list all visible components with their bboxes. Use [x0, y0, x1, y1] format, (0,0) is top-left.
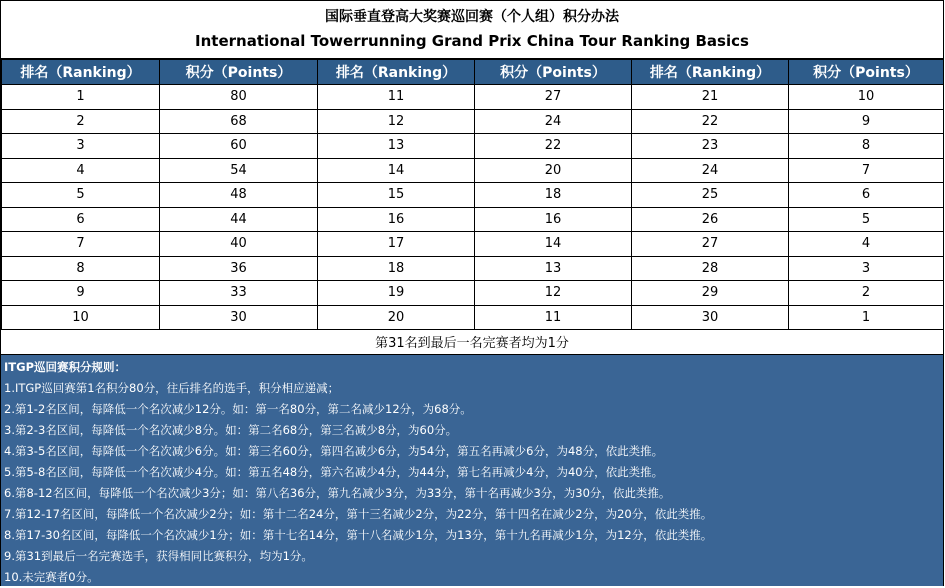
ranking-cell: 15 [318, 183, 475, 208]
ranking-cell: 20 [318, 305, 475, 330]
table-row [2, 183, 944, 208]
points-cell: 54 [160, 158, 318, 183]
points-cell: 14 [475, 232, 632, 257]
rule-item: 10.未完赛者0分。 [4, 570, 99, 584]
ranking-cell: 27 [632, 232, 789, 257]
rules-panel [1, 355, 943, 586]
title-english: International Towerrunning Grand Prix China Tour Ranking Basics [195, 32, 749, 50]
points-cell: 3 [789, 256, 944, 281]
table-row [2, 256, 944, 281]
ranking-cell: 17 [318, 232, 475, 257]
header-ranking-2: 排名（Ranking） [318, 60, 475, 85]
points-cell: 27 [475, 85, 632, 110]
points-cell: 12 [475, 281, 632, 306]
points-cell: 44 [160, 207, 318, 232]
ranking-cell: 23 [632, 134, 789, 159]
points-cell: 80 [160, 85, 318, 110]
table-row [2, 207, 944, 232]
ranking-cell: 22 [632, 109, 789, 134]
points-cell: 18 [475, 183, 632, 208]
points-cell: 22 [475, 134, 632, 159]
points-cell: 2 [789, 281, 944, 306]
table-header-row [2, 60, 944, 85]
rules-title: ITGP巡回赛积分规则： [4, 360, 126, 374]
ranking-cell: 4 [2, 158, 160, 183]
ranking-cell: 24 [632, 158, 789, 183]
points-cell: 5 [789, 207, 944, 232]
ranking-cell: 29 [632, 281, 789, 306]
points-cell: 9 [789, 109, 944, 134]
points-cell: 8 [789, 134, 944, 159]
ranking-cell: 26 [632, 207, 789, 232]
ranking-cell: 28 [632, 256, 789, 281]
rules-list [4, 378, 943, 588]
rule-item: 4.第3-5名区间，每降低一个名次减少6分。如：第三名60分，第四名减少6分，为54分，第五名再减少6分，为48分，依此类推。 [4, 444, 664, 458]
points-cell: 4 [789, 232, 944, 257]
header-ranking-1: 排名（Ranking） [2, 60, 160, 85]
header-points-2: 积分（Points） [475, 60, 632, 85]
title-block [1, 1, 943, 59]
table-row [2, 109, 944, 134]
ranking-cell: 8 [2, 256, 160, 281]
rule-item: 6.第8-12名区间，每降低一个名次减少3分；如：第八名36分，第九名减少3分，为33分，第十名再减少3分，为30分，依此类推。 [4, 486, 671, 500]
ranking-cell: 19 [318, 281, 475, 306]
header-ranking-3: 排名（Ranking） [632, 60, 789, 85]
ranking-cell: 16 [318, 207, 475, 232]
table-row [2, 85, 944, 110]
ranking-cell: 11 [318, 85, 475, 110]
ranking-table [1, 59, 944, 330]
table-row [2, 232, 944, 257]
table-row [2, 134, 944, 159]
table-note: 第31名到最后一名完赛者均为1分 [1, 332, 943, 355]
ranking-cell: 3 [2, 134, 160, 159]
ranking-cell: 1 [2, 85, 160, 110]
points-cell: 30 [160, 305, 318, 330]
ranking-cell: 6 [2, 207, 160, 232]
title-chinese: 国际垂直登高大奖赛巡回赛（个人组）积分办法 [325, 9, 619, 25]
ranking-cell: 18 [318, 256, 475, 281]
rule-item: 2.第1-2名区间，每降低一个名次减少12分。如：第一名80分，第二名减少12分，为68分。 [4, 402, 472, 416]
ranking-cell: 9 [2, 281, 160, 306]
points-cell: 24 [475, 109, 632, 134]
ranking-cell: 13 [318, 134, 475, 159]
points-cell: 40 [160, 232, 318, 257]
table-row [2, 158, 944, 183]
rule-item: 7.第12-17名区间，每降低一个名次减少2分；如：第十二名24分，第十三名减少2分，为22分，第十四名在减少2分，为20分，依此类推。 [4, 507, 713, 521]
ranking-cell: 10 [2, 305, 160, 330]
table-row [2, 305, 944, 330]
points-cell: 48 [160, 183, 318, 208]
ranking-cell: 25 [632, 183, 789, 208]
points-cell: 68 [160, 109, 318, 134]
table-row [2, 281, 944, 306]
ranking-cell: 12 [318, 109, 475, 134]
points-cell: 6 [789, 183, 944, 208]
ranking-cell: 21 [632, 85, 789, 110]
points-cell: 16 [475, 207, 632, 232]
points-cell: 20 [475, 158, 632, 183]
points-cell: 11 [475, 305, 632, 330]
points-cell: 1 [789, 305, 944, 330]
points-cell: 7 [789, 158, 944, 183]
points-cell: 33 [160, 281, 318, 306]
points-cell: 60 [160, 134, 318, 159]
rule-item: 1.ITGP巡回赛第1名积分80分，往后排名的选手，积分相应递减； [4, 381, 340, 395]
header-points-1: 积分（Points） [160, 60, 318, 85]
ranking-cell: 30 [632, 305, 789, 330]
ranking-cell: 14 [318, 158, 475, 183]
points-cell: 36 [160, 256, 318, 281]
ranking-cell: 7 [2, 232, 160, 257]
points-cell: 13 [475, 256, 632, 281]
rule-item: 8.第17-30名区间，每降低一个名次减少1分；如：第十七名14分，第十八名减少1分，为13分，第十九名再减少1分，为12分，依此类推。 [4, 528, 713, 542]
points-cell: 10 [789, 85, 944, 110]
rule-item: 9.第31到最后一名完赛选手，获得相同比赛积分，均为1分。 [4, 549, 313, 563]
header-points-3: 积分（Points） [789, 60, 944, 85]
rule-item: 3.第2-3名区间，每降低一个名次减少8分。如：第二名68分，第三名减少8分，为60分。 [4, 423, 458, 437]
rule-item: 5.第5-8名区间，每降低一个名次减少4分。如：第五名48分，第六名减少4分，为44分，第七名再减少4分，为40分，依此类推。 [4, 465, 664, 479]
ranking-cell: 5 [2, 183, 160, 208]
ranking-cell: 2 [2, 109, 160, 134]
